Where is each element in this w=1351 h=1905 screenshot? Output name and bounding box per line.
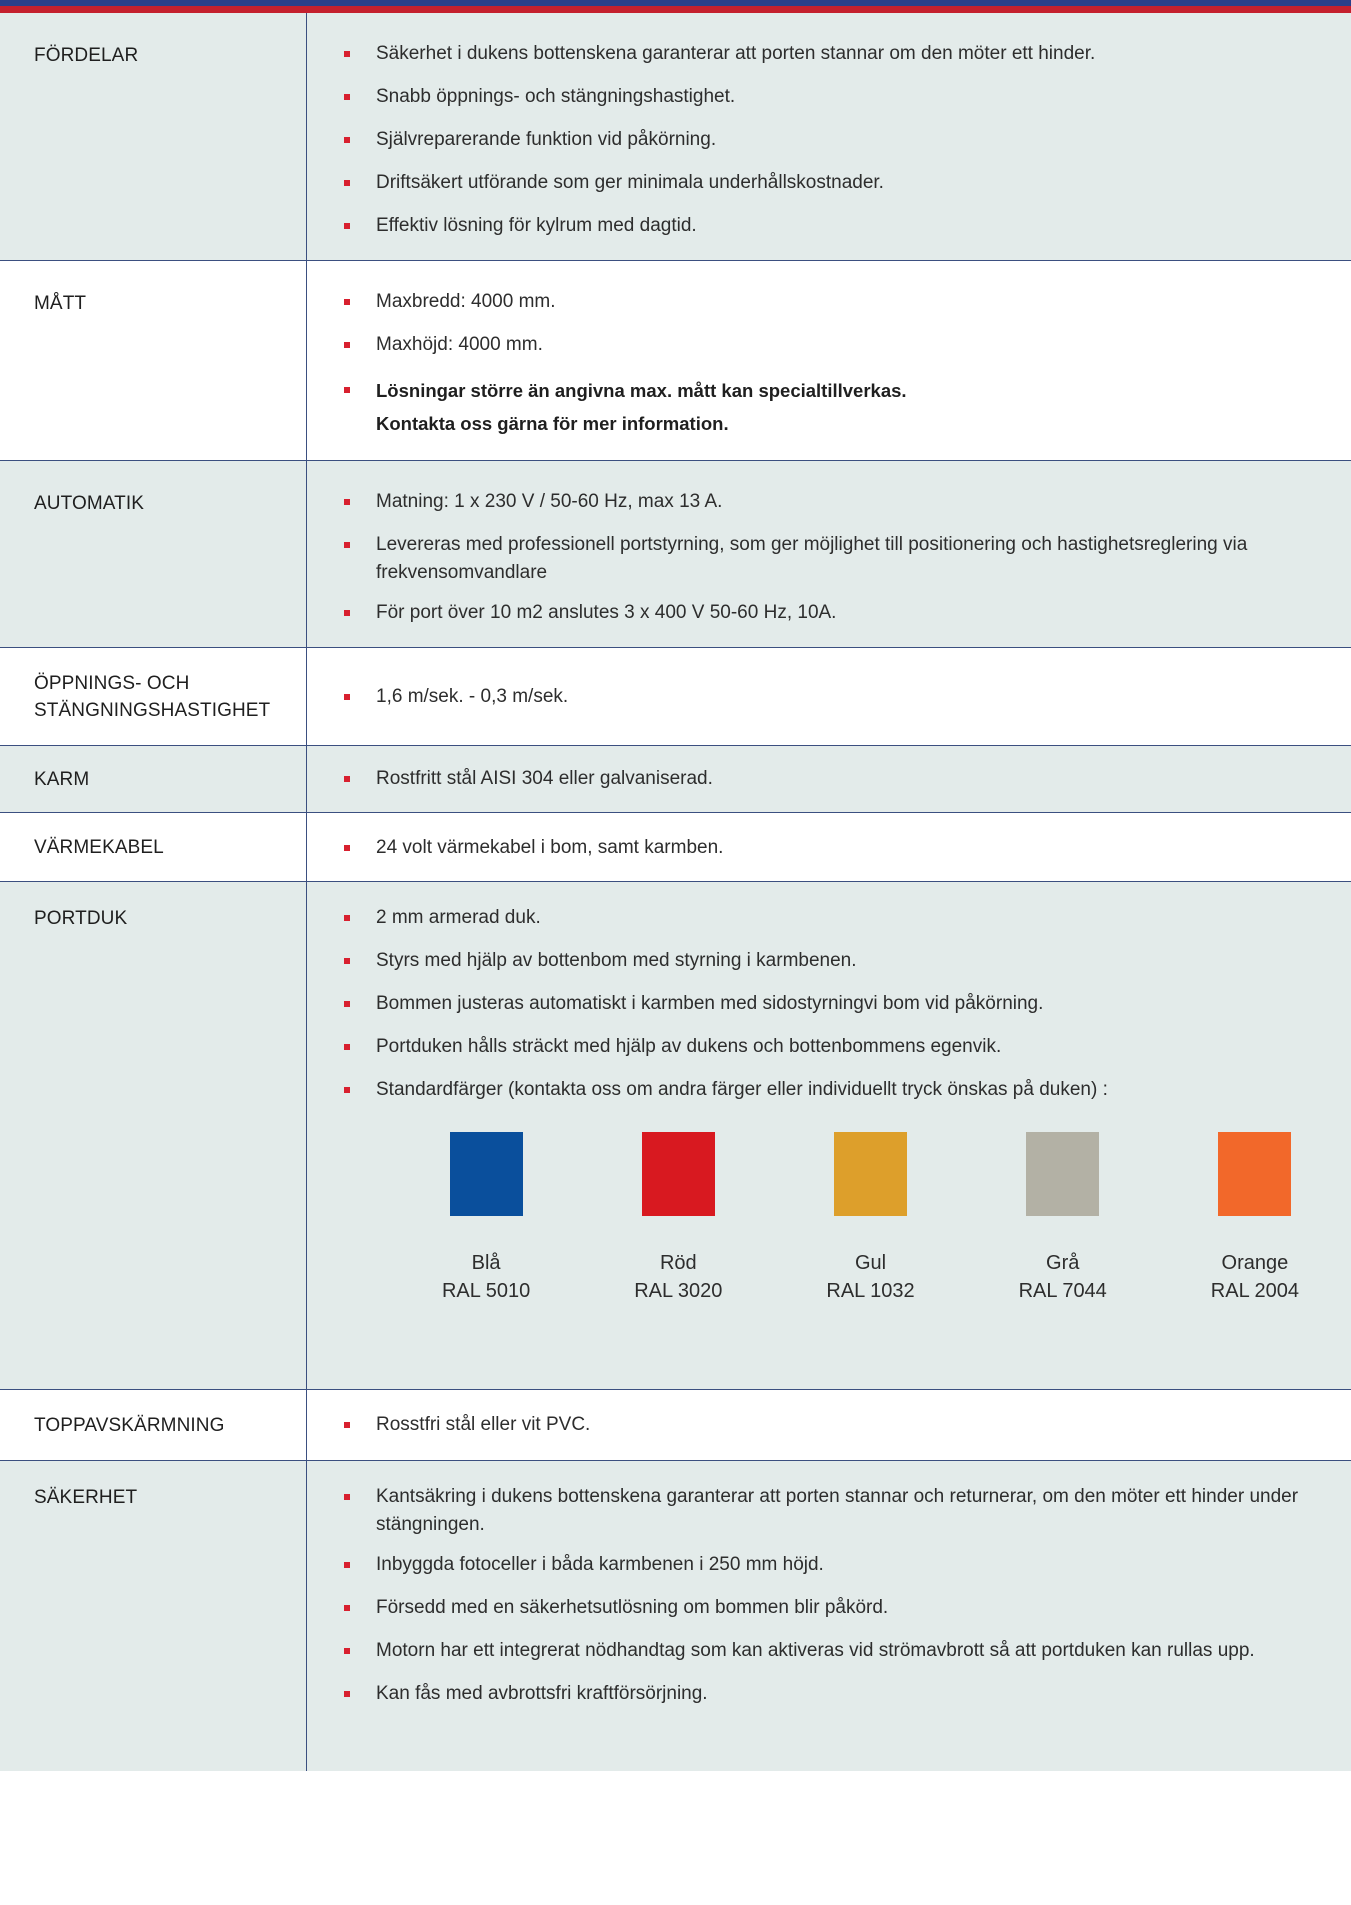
spec-row-sakerhet [0,1461,1351,1771]
spec-label-cell [0,1461,307,1771]
bullet-item: 2 mm armerad duk. [307,904,1331,932]
spec-label: MÅTT [34,293,87,314]
swatch-box-orange [1218,1132,1291,1216]
color-swatch-bla [390,1132,582,1305]
bullet-item: Kan fås med avbrottsfri kraftförsörjning. [307,1680,1331,1708]
bullet-item: Maxhöjd: 4000 mm. [307,331,1331,359]
bullet-item: Rosstfri stål eller vit PVC. [307,1411,1331,1439]
bullet-list [307,683,1351,711]
bullet-icon [344,610,350,616]
spec-label-cell [0,813,307,882]
swatch-box-grey [1026,1132,1099,1216]
bullet-icon [344,299,350,305]
spec-row-karm [0,746,1351,813]
spec-content-cell [307,648,1351,746]
bullet-icon [344,1562,350,1568]
swatch-box-yellow [834,1132,907,1216]
color-swatch-gra [967,1132,1159,1305]
bullet-item: Snabb öppnings- och stängningshastighet. [307,83,1331,111]
bullet-icon [344,1044,350,1050]
spec-content-cell [307,813,1351,882]
bullet-item: 24 volt värmekabel i bom, samt karmben. [307,834,1331,862]
bullet-icon [344,1691,350,1697]
swatch-name: Gul [854,1252,887,1274]
bullet-icon [344,1087,350,1093]
color-swatch-rod [582,1132,774,1305]
bullet-item: Effektiv lösning för kylrum med dagtid. [307,212,1331,240]
bullet-list [307,746,1351,793]
bullet-icon [344,915,350,921]
spec-content-cell [307,461,1351,648]
bullet-item: Motorn har ett integrerat nödhandtag som kan aktiveras vid strömavbrott så att portduken kan rullas upp. [307,1637,1331,1665]
bullet-icon [344,180,350,186]
bullet-item: Standardfärger (kontakta oss om andra färger eller individuellt tryck önskas på duken) : [307,1076,1331,1104]
bullet-icon [344,845,350,851]
spec-row-toppavskarmning [0,1390,1351,1461]
spec-row-fordelar [0,13,1351,261]
bullet-item: Driftsäkert utförande som ger minimala underhållskostnader. [307,169,1331,197]
bullet-icon [344,1422,350,1428]
spec-label: TOPPAVSKÄRMNING [34,1415,225,1436]
spec-label-cell [0,746,307,813]
spec-row-varmekabel [0,813,1351,882]
bullet-icon [344,958,350,964]
bullet-list [307,13,1351,260]
bullet-item-emphasis: Lösningar större än angivna max. mått kan specialtillverkas. Kontakta oss gärna för mer information. [307,374,1331,440]
spec-content-cell [307,1390,1351,1461]
header-band [0,0,1351,13]
spec-row-hastighet [0,648,1351,746]
bullet-list [307,1390,1351,1439]
spec-content-cell [307,1461,1351,1771]
bullet-icon [344,223,350,229]
spec-row-matt [0,261,1351,461]
bullet-list [307,1461,1351,1728]
swatch-code: RAL 5010 [441,1280,531,1302]
bullet-list [307,261,1351,460]
bullet-icon [344,387,350,393]
bullet-icon [344,694,350,700]
spec-label-cell [0,1390,307,1461]
swatch-box-red [642,1132,715,1216]
spec-label-cell [0,648,307,746]
color-swatches [390,1104,1351,1305]
swatch-name: Orange [1221,1252,1289,1274]
spec-label: SÄKERHET [34,1487,138,1508]
color-swatch-gul [774,1132,966,1305]
bullet-icon [344,499,350,505]
bullet-item: Rostfritt stål AISI 304 eller galvaniserad. [307,765,1331,793]
swatch-box-blue [450,1132,523,1216]
bullet-icon [344,342,350,348]
bullet-list [307,461,1351,647]
spec-label-cell [0,13,307,261]
spec-label-cell [0,261,307,461]
swatch-code: RAL 2004 [1210,1280,1300,1302]
swatch-name: Blå [471,1252,501,1274]
swatch-code: RAL 3020 [634,1280,723,1302]
bullet-list [307,882,1351,1104]
bullet-item: Matning: 1 x 230 V / 50-60 Hz, max 13 A. [307,488,1331,516]
bullet-icon [344,1648,350,1654]
spec-row-automatik [0,461,1351,648]
color-swatch-orange [1159,1132,1351,1305]
bullet-icon [344,51,350,57]
bullet-icon [344,1001,350,1007]
bullet-list [307,813,1351,862]
bullet-icon [344,137,350,143]
bullet-icon [344,94,350,100]
bullet-item: Inbyggda fotoceller i båda karmbenen i 250 mm höjd. [307,1551,1331,1579]
spec-label: KARM [34,769,90,790]
spec-row-portduk [0,882,1351,1390]
swatch-name: Grå [1046,1252,1080,1274]
bullet-icon [344,542,350,548]
bullet-item: För port över 10 m2 anslutes 3 x 400 V 50-60 Hz, 10A. [307,599,1331,627]
bullet-item: Bommen justeras automatiskt i karmben med sidostyrningvi bom vid påkörning. [307,990,1331,1018]
spec-content-cell [307,261,1351,461]
bullet-item: Självreparerande funktion vid påkörning. [307,126,1331,154]
bullet-icon [344,1494,350,1500]
bullet-item: Portduken hålls sträckt med hjälp av dukens och bottenbommens egenvik. [307,1033,1331,1061]
bullet-item: Försedd med en säkerhetsutlösning om bommen blir påkörd. [307,1594,1331,1622]
spec-content-cell [307,13,1351,261]
swatch-name: Röd [659,1252,697,1274]
spec-content-cell [307,882,1351,1390]
spec-label: VÄRMEKABEL [34,837,164,858]
bullet-item: Kantsäkring i dukens bottenskena garanterar att porten stannar och returnerar, om den möter ett hinder under stängningen. [307,1483,1331,1539]
bullet-item: Maxbredd: 4000 mm. [307,288,1331,316]
spec-label-cell [0,882,307,1390]
swatch-code: RAL 1032 [826,1280,915,1302]
spec-label: AUTOMATIK [34,493,144,514]
bullet-icon [344,1605,350,1611]
spec-label: ÖPPNINGS- OCH STÄNGNINGSHASTIGHET [34,672,271,721]
bullet-icon [344,776,350,782]
spec-table [0,13,1351,1771]
spec-label: FÖRDELAR [34,45,139,66]
bullet-item: Styrs med hjälp av bottenbom med styrning i karmbenen. [307,947,1331,975]
swatch-code: RAL 7044 [1018,1280,1107,1302]
bullet-item: Säkerhet i dukens bottenskena garanterar att porten stannar om den möter ett hinder. [307,40,1331,68]
bullet-item: 1,6 m/sek. - 0,3 m/sek. [307,683,1331,711]
spec-label: PORTDUK [34,908,128,929]
bullet-item: Levereras med professionell portstyrning, som ger möjlighet till positionering och hastighetsreglering via frekvensomvandlare [307,531,1331,587]
spec-label-cell [0,461,307,648]
spec-content-cell [307,746,1351,813]
